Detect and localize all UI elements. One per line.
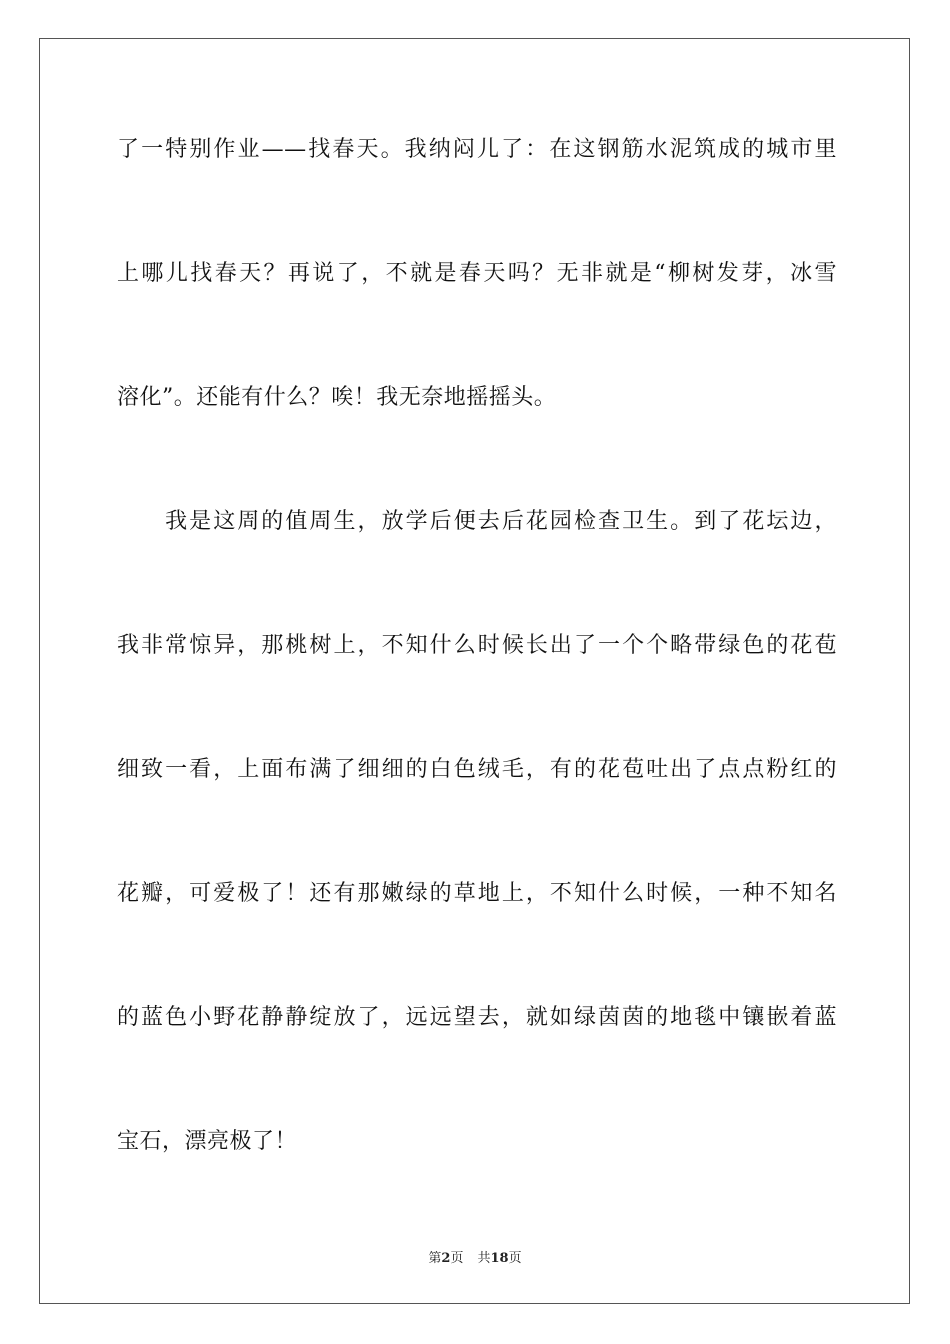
total-prefix: 共	[477, 1251, 491, 1266]
paragraph-line: 我是这周的值周生，放学后便去后花园检查卫生。到了花坛边，	[117, 509, 837, 534]
paragraph-line: 溶化”。还能有什么？唉！我无奈地摇摇头。	[117, 385, 557, 410]
page-border	[39, 38, 910, 1304]
paragraph-line: 我非常惊异，那桃树上，不知什么时候长出了一个个略带绿色的花苞	[117, 633, 837, 658]
page-number: 2	[441, 1251, 451, 1266]
paragraph-line: 花瓣，可爱极了！还有那嫩绿的草地上，不知什么时候，一种不知名	[117, 881, 837, 906]
paragraph-line: 上哪儿找春天？再说了，不就是春天吗？无非就是“柳树发芽，冰雪	[117, 261, 837, 286]
total-pages: 18	[490, 1251, 509, 1266]
page-footer	[0, 1247, 950, 1266]
paragraph-line: 的蓝色小野花静静绽放了，远远望去，就如绿茵茵的地毯中镶嵌着蓝	[117, 1005, 837, 1030]
total-suffix: 页	[508, 1251, 522, 1266]
paragraph-line: 了一特别作业——找春天。我纳闷儿了：在这钢筋水泥筑成的城市里	[117, 137, 837, 162]
paragraph-line: 宝石，漂亮极了！	[117, 1129, 298, 1154]
page-prefix: 第	[428, 1251, 442, 1266]
paragraph-line: 细致一看，上面布满了细细的白色绒毛，有的花苞吐出了点点粉红的	[117, 757, 837, 782]
page-suffix: 页	[450, 1251, 464, 1266]
